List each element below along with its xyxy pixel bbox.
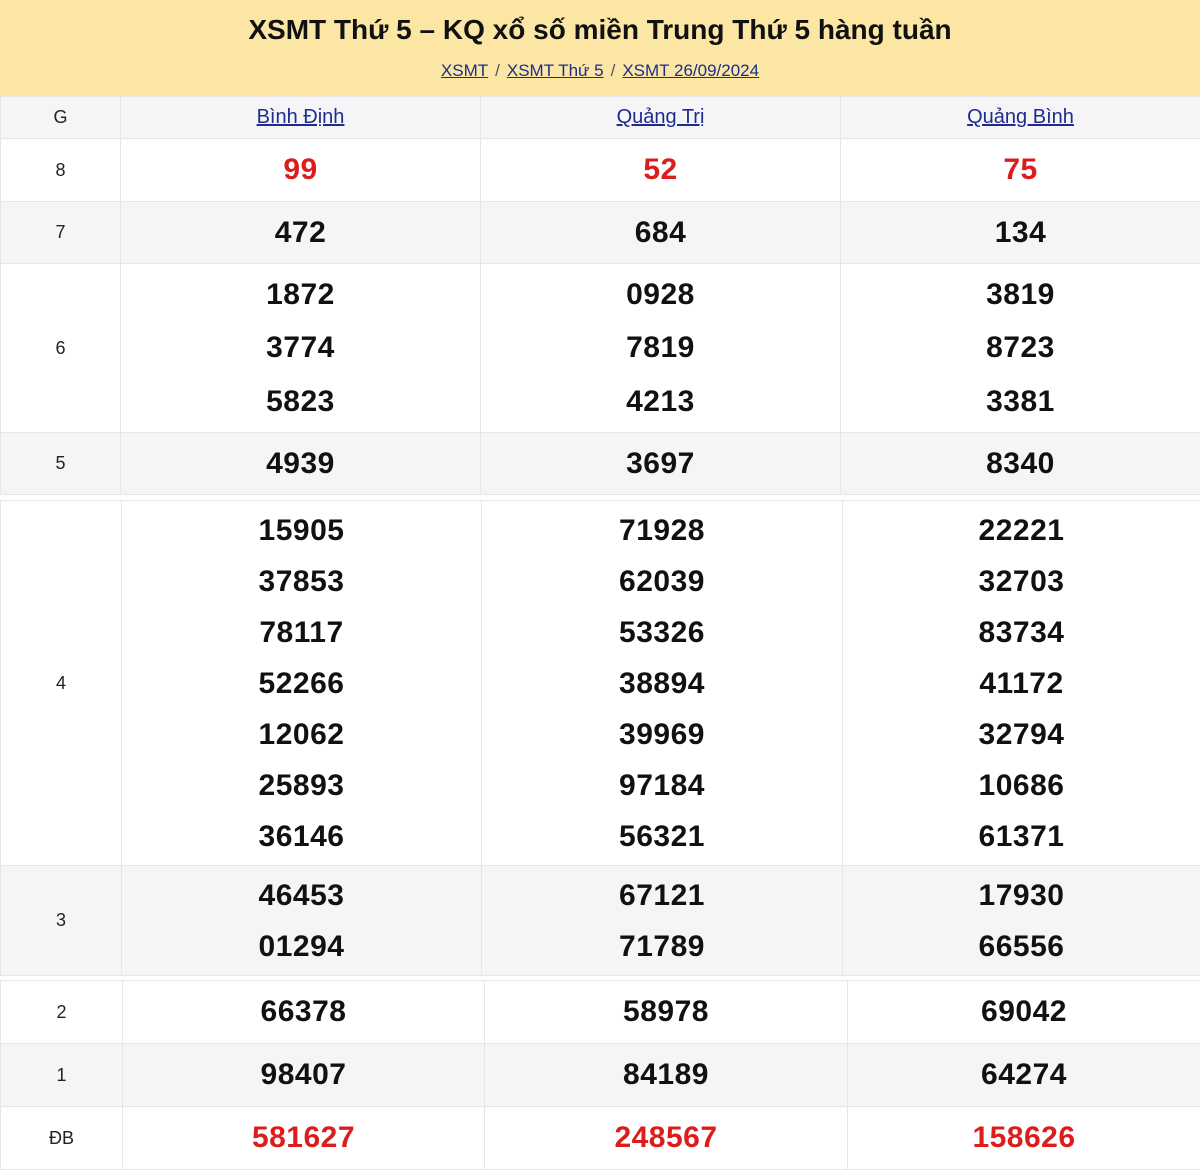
- prize-value-group: [841, 264, 1200, 433]
- breadcrumb-link-xsmt-thu5[interactable]: XSMT Thứ 5: [506, 61, 604, 80]
- table-row-prize-1: [1, 1044, 1200, 1107]
- breadcrumb: [0, 61, 1200, 81]
- results-table-top: [0, 96, 1200, 495]
- prize-value: 84189: [485, 1044, 848, 1107]
- prize-label: 7: [1, 202, 121, 264]
- prize-label: 4: [1, 501, 122, 866]
- prize-value-group: [482, 866, 843, 976]
- prize-value: 32703: [978, 564, 1065, 598]
- prize-value: 66378: [123, 981, 485, 1044]
- prize-value: 472: [121, 202, 481, 264]
- prize-value: 52266: [258, 666, 345, 700]
- column-header-province: [841, 97, 1200, 139]
- prize-value: 4213: [626, 384, 695, 418]
- prize-value: 12062: [258, 717, 345, 751]
- prize-value: 52: [481, 139, 841, 202]
- prize-value: 5823: [266, 384, 335, 418]
- table-row-prize-3: [1, 866, 1200, 976]
- prize-value: 67121: [619, 878, 705, 912]
- prize-value: 3697: [481, 433, 841, 495]
- breadcrumb-separator: /: [610, 61, 616, 80]
- prize-value: 62039: [619, 564, 705, 598]
- breadcrumb-separator: /: [495, 61, 500, 80]
- table-header-row: [1, 97, 1200, 139]
- prize-value-group: [122, 501, 482, 866]
- prize-value-group: [122, 866, 482, 976]
- prize-value: 0928: [626, 277, 695, 311]
- prize-value: 25893: [258, 768, 345, 802]
- prize-value: 98407: [123, 1044, 485, 1107]
- prize-value-group: [843, 866, 1200, 976]
- prize-value: 3819: [986, 277, 1055, 311]
- prize-value: 39969: [619, 717, 705, 751]
- breadcrumb-link-xsmt[interactable]: XSMT: [440, 61, 489, 80]
- prize-value: 41172: [979, 666, 1064, 700]
- province-link-quang-tri[interactable]: Quảng Trị: [616, 106, 705, 128]
- prize-value: 134: [841, 202, 1200, 264]
- prize-value: 8723: [986, 331, 1055, 365]
- prize-value: 99: [121, 139, 481, 202]
- prize-value: 158626: [848, 1107, 1200, 1170]
- prize-label: 2: [1, 981, 123, 1044]
- prize-value: 684: [481, 202, 841, 264]
- column-header-province: [481, 97, 841, 139]
- table-row-prize-8: [1, 139, 1200, 202]
- prize-value: 75: [841, 139, 1200, 202]
- results-table-middle: [0, 500, 1200, 976]
- prize-label: 6: [1, 264, 121, 433]
- table-row-prize-5: [1, 433, 1200, 495]
- page-header: [0, 0, 1200, 96]
- prize-value: 46453: [258, 878, 345, 912]
- column-header-province: [121, 97, 481, 139]
- prize-value: 1872: [266, 277, 335, 311]
- table-row-prize-4: [1, 501, 1200, 866]
- breadcrumb-link-date[interactable]: XSMT 26/09/2024: [622, 61, 760, 80]
- prize-value-group: [843, 501, 1200, 866]
- province-link-quang-binh[interactable]: Quảng Bình: [967, 106, 1074, 128]
- prize-value: 36146: [258, 819, 345, 853]
- prize-value: 64274: [848, 1044, 1200, 1107]
- prize-value: 61371: [978, 819, 1065, 853]
- prize-value: 8340: [841, 433, 1200, 495]
- prize-value: 32794: [978, 717, 1065, 751]
- results-table-bottom: [0, 980, 1200, 1170]
- prize-value-group: [481, 264, 841, 433]
- prize-value: 78117: [259, 615, 344, 649]
- prize-value: 4939: [121, 433, 481, 495]
- prize-value-group: [482, 501, 843, 866]
- prize-value: 37853: [258, 564, 345, 598]
- prize-value: 56321: [619, 819, 705, 853]
- prize-value: 97184: [619, 768, 705, 802]
- prize-value: 17930: [978, 878, 1065, 912]
- prize-value: 3381: [986, 384, 1055, 418]
- prize-label: 8: [1, 139, 121, 202]
- prize-value: 248567: [485, 1107, 848, 1170]
- prize-value-group: [121, 264, 481, 433]
- prize-value: 22221: [978, 513, 1065, 547]
- prize-value: 10686: [978, 768, 1065, 802]
- prize-value: 3774: [266, 331, 335, 365]
- prize-value: 69042: [848, 981, 1200, 1044]
- table-row-prize-special: [1, 1107, 1200, 1170]
- prize-value: 71789: [619, 929, 705, 963]
- prize-value: 66556: [978, 929, 1065, 963]
- table-row-prize-7: [1, 202, 1200, 264]
- page-title: XSMT Thứ 5 – KQ xổ số miền Trung Thứ 5 hàng tuần: [248, 14, 952, 45]
- column-header-g: G: [1, 97, 121, 139]
- prize-value: 581627: [123, 1107, 485, 1170]
- prize-value: 15905: [258, 513, 345, 547]
- prize-value: 01294: [258, 929, 345, 963]
- prize-label: 1: [1, 1044, 123, 1107]
- table-row-prize-6: [1, 264, 1200, 433]
- prize-value: 71928: [619, 513, 705, 547]
- prize-label: 3: [1, 866, 122, 976]
- prize-value: 53326: [619, 615, 705, 649]
- prize-label: ĐB: [1, 1107, 123, 1170]
- prize-label: 5: [1, 433, 121, 495]
- prize-value: 7819: [626, 331, 695, 365]
- prize-value: 58978: [485, 981, 848, 1044]
- table-row-prize-2: [1, 981, 1200, 1044]
- prize-value: 83734: [978, 615, 1065, 649]
- prize-value: 38894: [619, 666, 705, 700]
- province-link-binh-dinh[interactable]: Bình Định: [256, 106, 345, 128]
